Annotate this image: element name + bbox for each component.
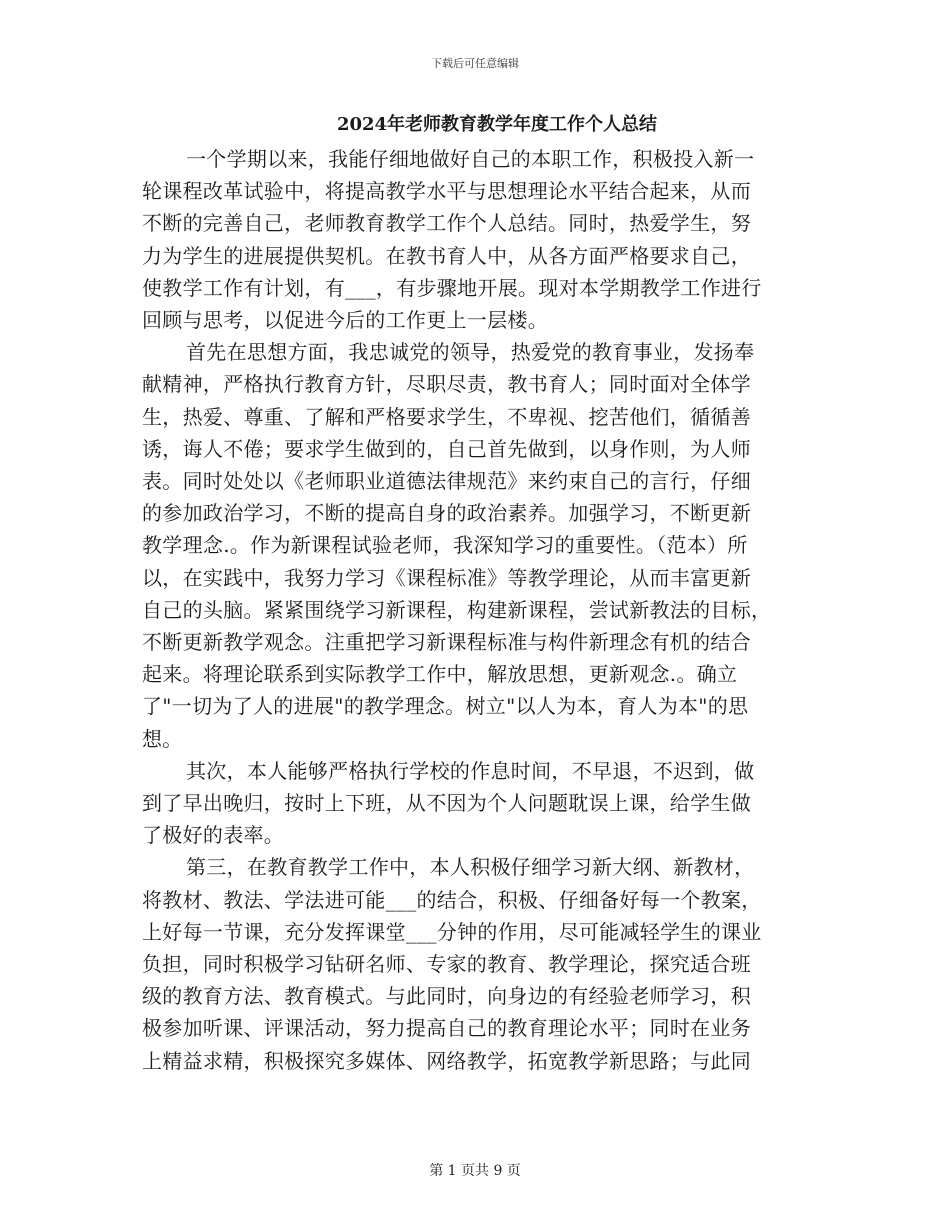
text-line: 负担，同时积极学习钻研名师、专家的教育、教学理论，探究适合班: [142, 952, 751, 977]
text-line: 力为学生的进展提供契机。在教书育人中，从各方面严格要求自己，: [142, 243, 751, 268]
text-line: 一个学期以来，我能仔细地做好自己的本职工作，积极投入新一: [186, 147, 755, 171]
paragraph-4: [142, 851, 802, 1076]
text-line: 了"一切为了人的进展"的教学理念。树立"以人为本，育人为本"的思: [142, 694, 749, 719]
text-line: 极参加听课、评课活动，努力提高自己的教育理论水平；同时在业务: [142, 1016, 751, 1041]
text-line: 不断更新教学观念。注重把学习新课程标准与构件新理念有机的结合: [142, 630, 751, 655]
text-line: 献精神，严格执行教育方针，尽职尽责，教书育人；同时面对全体学: [142, 372, 751, 397]
text-line: 上精益求精，积极探究多媒体、网络教学，拓宽教学新思路；与此同: [142, 1048, 751, 1073]
text-line: 第三，在教育教学工作中，本人积极仔细学习新大纲、新教材，: [186, 855, 755, 880]
text-line: 了极好的表率。: [142, 823, 285, 848]
paragraph-2: [142, 336, 802, 755]
text-line: 想。: [142, 726, 183, 751]
text-line: 使教学工作有计划，有___，有步骤地开展。现对本学期教学工作进行: [142, 275, 762, 300]
text-line: 自己的头脑。紧紧围绕学习新课程，构建新课程，尝试新教法的目标，: [142, 597, 772, 622]
header-note: 下载后可任意编辑: [431, 57, 519, 70]
document-title: 2024年老师教育教学年度工作个人总结: [336, 114, 658, 135]
text-line: 表。同时处处以《老师职业道德法律规范》来约束自己的言行，仔细: [142, 469, 751, 494]
text-line: 生，热爱、尊重、了解和严格要求学生，不卑视、挖苦他们，循循善: [142, 404, 751, 429]
text-line: 的参加政治学习，不断的提高自身的政治素养。加强学习，不断更新: [142, 501, 751, 526]
text-line: 级的教育方法、教育模式。与此同时，向身边的有经验老师学习，积: [142, 984, 751, 1009]
text-line: 轮课程改革试验中，将提高教学水平与思想理论水平结合起来，从而: [142, 179, 751, 204]
paragraph-1: [142, 143, 802, 336]
page-number: 第 1 页共 9 页: [429, 1163, 521, 1179]
text-line: 以，在实践中，我努力学习《课程标准》等教学理论，从而丰富更新: [142, 565, 751, 590]
document-body: [142, 143, 802, 1077]
text-line: 将教材、教法、学法进可能___的结合，积极、仔细备好每一个教案，: [142, 887, 762, 912]
paragraph-3: [142, 755, 802, 852]
text-line: 不断的完善自己，老师教育教学工作个人总结。同时，热爱学生，努: [142, 211, 751, 236]
text-line: 诱，诲人不倦；要求学生做到的，自己首先做到，以身作则，为人师: [142, 436, 751, 461]
text-line: 到了早出晚归，按时上下班，从不因为个人问题耽误上课，给学生做: [142, 791, 751, 816]
text-line: 回顾与思考，以促进今后的工作更上一层楼。: [142, 308, 548, 333]
text-line: 其次，本人能够严格执行学校的作息时间，不早退，不迟到，做: [186, 758, 755, 783]
text-line: 教学理念.。作为新课程试验老师，我深知学习的重要性。（范本）所: [142, 533, 748, 558]
text-line: 上好每一节课，充分发挥课堂___分钟的作用，尽可能减轻学生的课业: [142, 919, 762, 944]
text-line: 起来。将理论联系到实际教学工作中，解放思想，更新观念.。确立: [142, 662, 738, 687]
text-line: 首先在思想方面，我忠诚党的领导，热爱党的教育事业，发扬奉: [186, 340, 755, 365]
